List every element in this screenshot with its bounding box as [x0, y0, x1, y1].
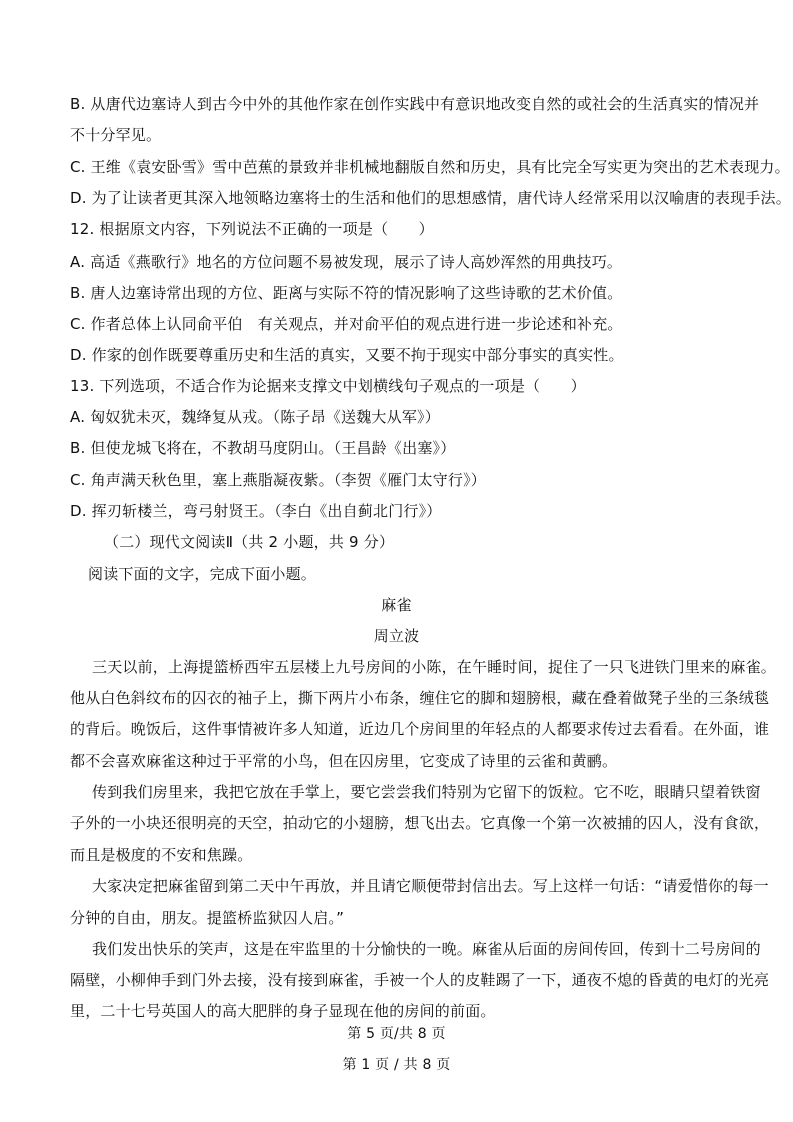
paragraph-line: 大家决定把麻雀留到第二天中午再放，并且请它顺便带封信出去。写上这样一句话：“请爱惜你的每一 — [92, 877, 769, 895]
reading-instruction: 阅读下面的文字，完成下面小题。 — [88, 565, 317, 583]
paragraph-line: 他从白色斜纹布的囚衣的袖子上，撕下两片小布条，缠住它的脚和翅膀根，藏在叠着做凳子坐的三条绒毯 — [70, 689, 770, 707]
section-heading: （二）现代文阅读Ⅱ（共 2 小题，共 9 分） — [104, 533, 395, 551]
q12-option-d: D. 作家的创作既要尊重历史和生活的真实，又要不拘于现实中部分事实的真实性。 — [70, 346, 624, 364]
paragraph-line: 隔壁，小柳伸手到门外去接，没有接到麻雀，手被一个人的皮鞋踢了一下，通夜不熄的昏黄的电灯的光亮 — [70, 971, 770, 989]
q12-option-b: B. 唐人边塞诗常出现的方位、距离与实际不符的情况影响了这些诗歌的艺术价值。 — [70, 284, 623, 302]
q13-option-d: D. 挥刃斩楼兰，弯弓射贤王。（李白《出自蓟北门行》） — [70, 502, 442, 520]
q13-option-a: A. 匈奴犹未灭，魏绛复从戎。（陈子昂《送魏大从军》） — [70, 408, 440, 426]
q12-option-a: A. 高适《燕歌行》地名的方位问题不易被发现，展示了诗人高妙浑然的用典技巧。 — [70, 253, 623, 271]
q11-option-c: C. 王维《袁安卧雪》雪中芭蕉的景致并非机械地翻版自然和历史，具有比完全写实更为突出的艺术表现力。 — [70, 158, 790, 176]
paragraph-line: 传到我们房里来，我把它放在手掌上，要它尝尝我们特别为它留下的饭粒。它不吃，眼睛只望着铁窗 — [92, 783, 761, 801]
article-title: 麻雀 — [381, 596, 412, 614]
paragraph-line: 而且是极度的不安和焦躁。 — [70, 846, 253, 864]
page-number: 第 1 页 / 共 8 页 — [342, 1057, 451, 1073]
q13-option-c: C. 角声满天秋色里，塞上燕脂凝夜紫。（李贺《雁门太守行》） — [70, 471, 487, 489]
q12-option-c: C. 作者总体上认同俞平伯 有关观点，并对俞平伯的观点进行进一步论述和补充。 — [70, 315, 623, 333]
q11-option-b-line1: B. 从唐代边塞诗人到古今中外的其他作家在创作实践中有意识地改变自然的或社会的生活真实的情况并 — [70, 95, 760, 113]
paragraph-line: 三天以前，上海提篮桥西牢五层楼上九号房间的小陈，在午睡时间，捉住了一只飞进铁门里来的麻雀。 — [92, 658, 777, 676]
q11-option-d: D. 为了让读者更其深入地领略边塞将士的生活和他们的思想感情，唐代诗人经常采用以汉喻唐的表现手法。 — [70, 189, 791, 207]
q12-stem: 12. 根据原文内容，下列说法不正确的一项是（ ） — [70, 220, 434, 238]
paragraph-line: 我们发出快乐的笑声，这是在牢监里的十分愉快的一晚。麻雀从后面的房间传回，传到十二号房间的 — [92, 940, 761, 958]
q11-option-b-line2: 不十分罕见。 — [70, 126, 162, 144]
q13-stem: 13. 下列选项，不适合作为论据来支撑文中划横线句子观点的一项是（ ） — [70, 377, 586, 395]
paragraph-line: 都不会喜欢麻雀这种过于平常的小鸟，但在囚房里，它变成了诗里的云雀和黄鹂。 — [70, 752, 618, 770]
paragraph-line: 里，二十七号英国人的高大肥胖的身子显现在他的房间的前面。 — [70, 1002, 496, 1020]
original-page-number: 第 5 页/共 8 页 — [347, 1026, 446, 1042]
paragraph-line: 子外的一小块还很明亮的天空，拍动它的小翅膀，想飞出去。它真像一个第一次被捕的囚人，没有食欲， — [70, 814, 770, 832]
paragraph-line: 分钟的自由，朋友。提篮桥监狱囚人启。” — [70, 909, 345, 927]
q13-option-b: B. 但使龙城飞将在，不教胡马度阴山。（王昌龄《出塞》） — [70, 439, 456, 457]
paragraph-line: 的背后。晚饭后，这件事情被许多人知道，近边几个房间里的年轻点的人都要求传过去看看。在外面，谁 — [70, 720, 770, 738]
article-author: 周立波 — [373, 627, 420, 645]
